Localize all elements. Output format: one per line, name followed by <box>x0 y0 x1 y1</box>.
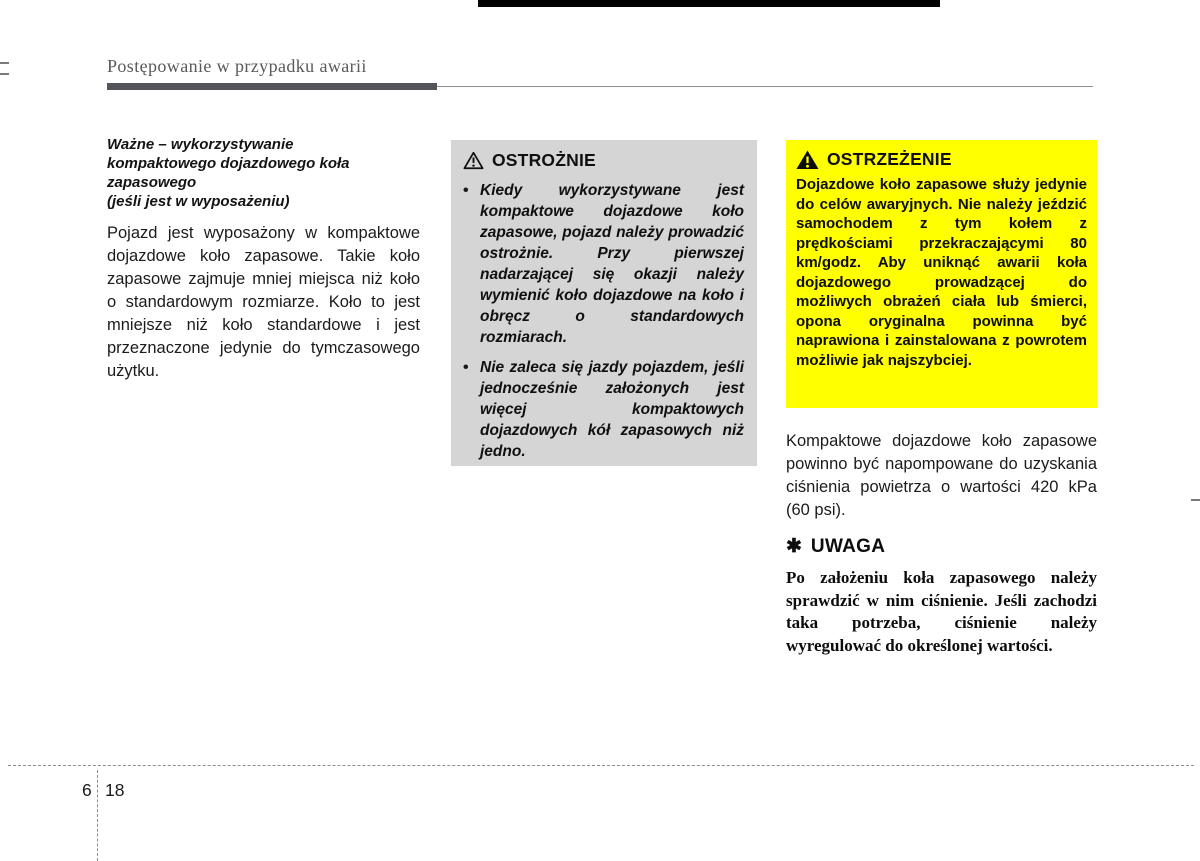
note-paragraph: Po założeniu koła zapasowego należy sprawdzić w nim ciśnienie. Jeśli zachodzi taka potrzeba, ciśnienie należy wyregulować do określonej wartości. <box>786 568 1097 655</box>
caution-title-row <box>463 150 744 171</box>
note-title: UWAGA <box>810 536 886 557</box>
caution-title: OSTROŻNIE <box>492 150 596 170</box>
section-number: 6 <box>82 780 92 800</box>
crop-mark-right <box>1191 499 1200 501</box>
chapter-title: Postępowanie w przypadku awarii <box>107 56 367 76</box>
bullet-marker: • <box>463 182 469 199</box>
caution-item <box>463 180 744 348</box>
warning-title: OSTRZEŻENIE <box>827 149 952 169</box>
footer-vertical-rule <box>97 770 98 861</box>
footer-rule <box>8 765 1194 766</box>
pressure-paragraph: Kompaktowe dojazdowe koło zapasowe powinno być napompowane do uzyskania ciśnienia powietrza o wartości 420 kPa (60 psi). <box>786 432 1097 519</box>
bullet-marker: • <box>463 359 469 376</box>
note-title-row <box>786 536 1097 558</box>
page-number: 18 <box>105 780 125 800</box>
important-heading: Ważne – wykorzystywanie kompaktowego dojazdowego koła zapasowego <box>107 136 350 191</box>
asterisk-icon: ✱ <box>786 536 802 557</box>
crop-mark-left-top <box>0 62 9 64</box>
left-paragraph: Pojazd jest wyposażony w kompaktowe dojazdowe koło zapasowe. Takie koło zapasowe zajmuje mniej miejsca niż koło o standardowym rozmiarze. Koło to jest mniejsze niż koło standardowe i jest przeznaczone jedynie do tymczasowego użytku. <box>107 224 420 380</box>
caution-item <box>463 357 744 462</box>
warning-text: Dojazdowe koło zapasowe służy jedynie do celów awaryjnych. Nie należy jeździć samochodem z tym kołem z prędkościami przekraczającymi 80 km/godz. Aby uniknąć awarii koła dojazdowego prowadzącej do możliwych obrażeń ciała lub śmierci, opona oryginalna powinna być naprawiona i zainstalowana z powrotem możliwie jak najszybciej. <box>796 176 1087 369</box>
caution-triangle-icon <box>463 151 484 170</box>
crop-mark-left-bottom <box>0 73 9 75</box>
header-underline <box>107 83 437 90</box>
right-column <box>786 430 1097 657</box>
top-edge-print-bar <box>478 0 940 7</box>
warning-box <box>786 140 1097 408</box>
caution-text-1: Kiedy wykorzystywane jest kompaktowe dojazdowe koło zapasowe, pojazd należy prowadzić ostrożnie. Przy pierwszej nadarzającej się okazji należy wymienić koło dojazdowe na koło i obręcz o standardowych rozmiarach. <box>480 182 744 346</box>
caution-box <box>451 140 757 466</box>
warning-triangle-icon <box>796 150 819 170</box>
important-subheading: (jeśli jest w wyposażeniu) <box>107 193 290 210</box>
caution-text-2: Nie zaleca się jazdy pojazdem, jeśli jednocześnie założonych jest więcej kompaktowych dojazdowych kół zapasowych niż jedno. <box>480 359 744 460</box>
left-column <box>107 135 420 383</box>
warning-title-row <box>796 149 1087 170</box>
